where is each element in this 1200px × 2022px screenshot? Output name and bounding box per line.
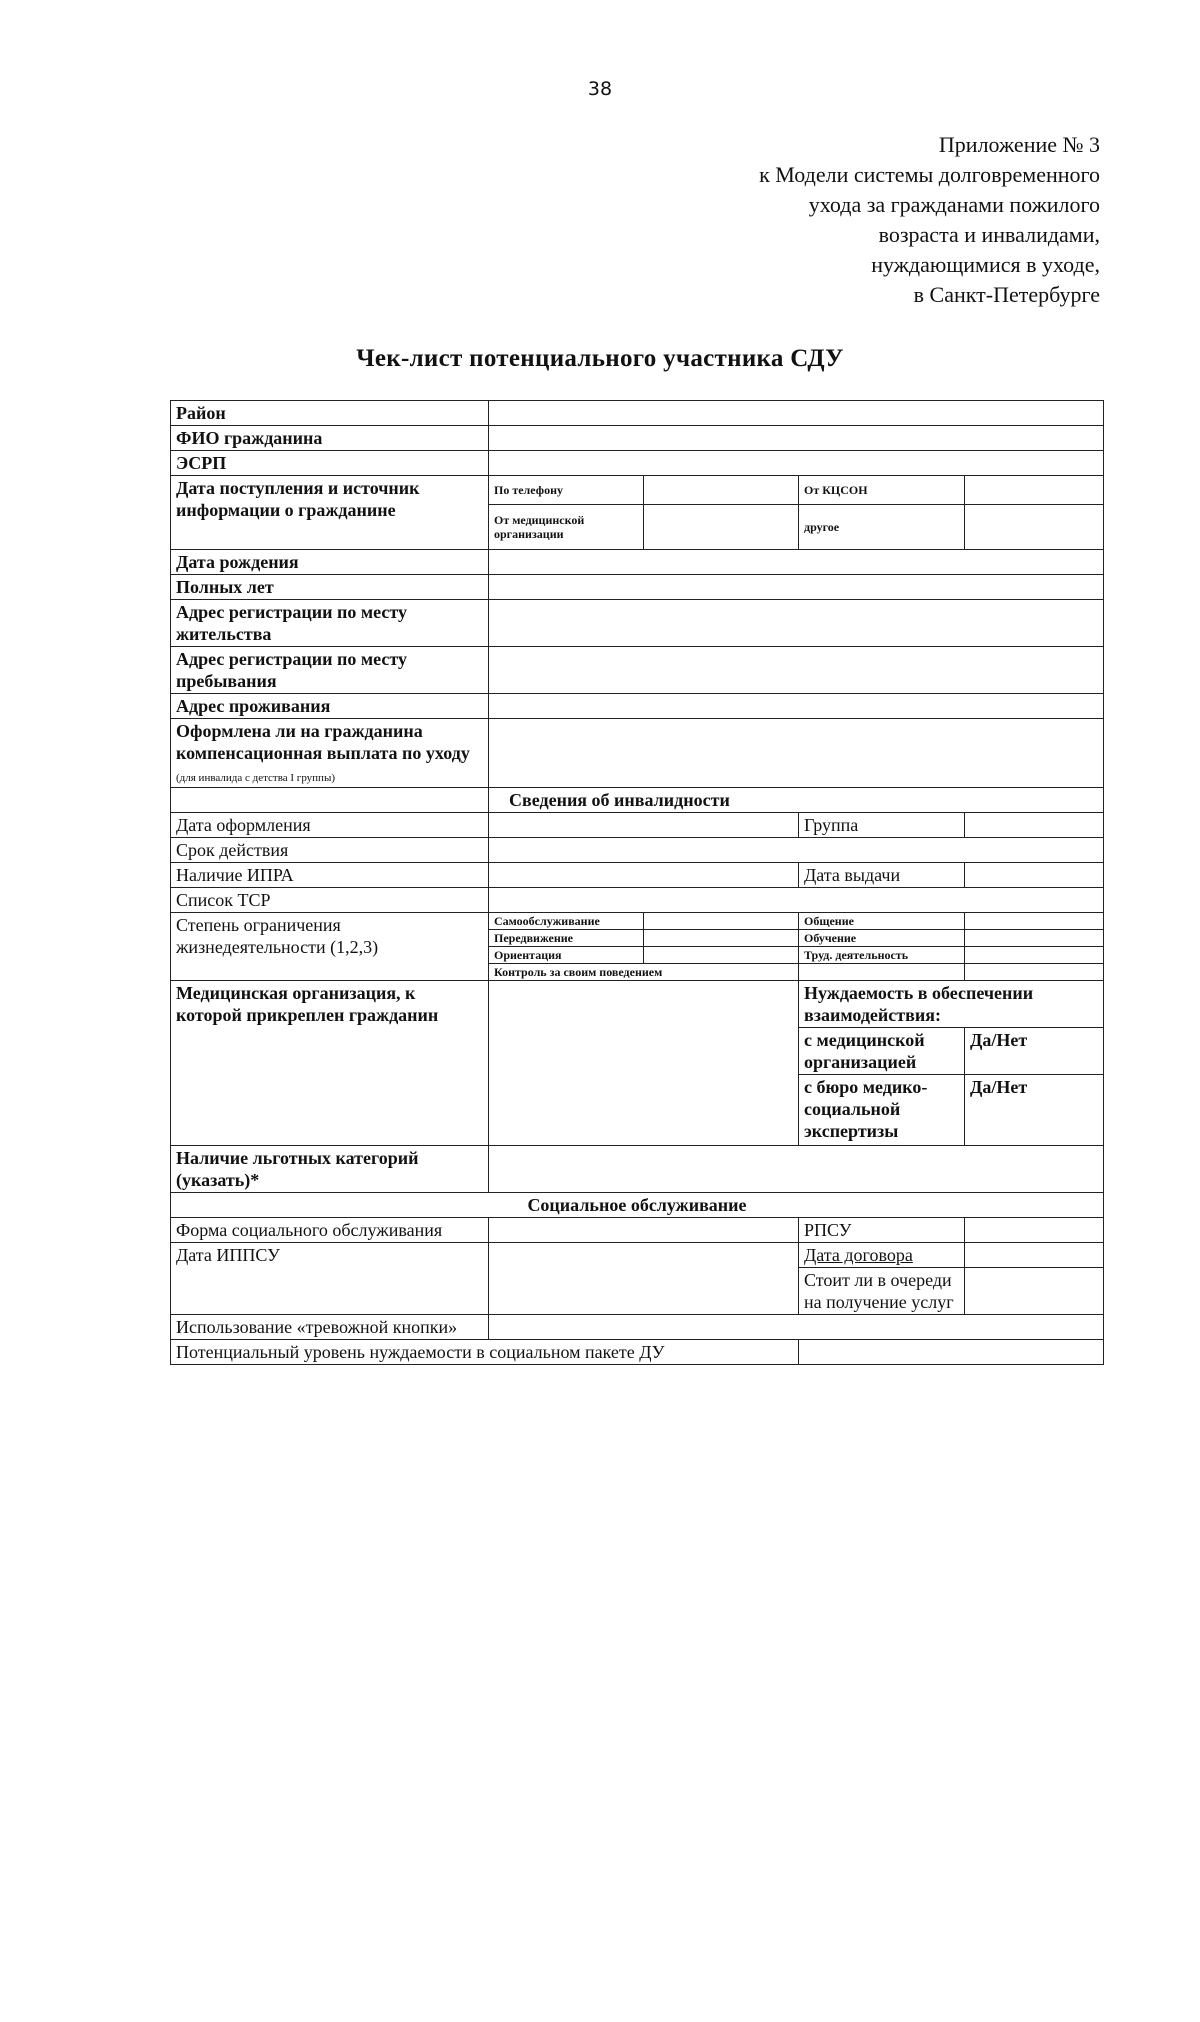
input-social-form[interactable] bbox=[489, 1218, 799, 1243]
input-rayon[interactable] bbox=[489, 401, 1104, 426]
label-addr-live: Адрес проживания bbox=[171, 694, 489, 719]
label-contract-date: Дата договора bbox=[799, 1243, 965, 1268]
label-queue: Стоит ли в очереди на получение услуг bbox=[799, 1268, 965, 1315]
label-date-given: Дата выдачи bbox=[799, 863, 965, 888]
row-compensation bbox=[171, 719, 1104, 788]
section-social: Социальное обслуживание bbox=[171, 1193, 1104, 1218]
row-limit-1 bbox=[171, 913, 1104, 930]
input-lim-comm[interactable] bbox=[965, 913, 1104, 930]
limit-blank bbox=[965, 964, 1104, 981]
label-with-medorg: с медицинской организацией bbox=[799, 1028, 965, 1075]
value-with-mse[interactable]: Да/Нет bbox=[965, 1075, 1104, 1146]
label-lim-comm: Общение bbox=[799, 913, 965, 930]
input-lim-study[interactable] bbox=[965, 930, 1104, 947]
row-medorg-1 bbox=[171, 981, 1104, 1028]
label-medorg: Медицинская организация, к которой прикреплен гражданин bbox=[171, 981, 489, 1146]
label-lim-self: Самообслуживание bbox=[489, 913, 644, 930]
label-lim-work: Труд. деятельность bbox=[799, 947, 965, 964]
label-addr-stay: Адрес регистрации по месту пребывания bbox=[171, 647, 489, 694]
input-lim-orient[interactable] bbox=[644, 947, 799, 964]
appendix-line: возраста и инвалидами, bbox=[878, 222, 1100, 247]
row-potential bbox=[171, 1340, 1104, 1365]
label-potential: Потенциальный уровень нуждаемости в социальном пакете ДУ bbox=[171, 1340, 799, 1365]
appendix-line: нуждающимися в уходе, bbox=[871, 252, 1100, 277]
label-src-kcson: От КЦСОН bbox=[799, 476, 965, 505]
input-potential[interactable] bbox=[799, 1340, 1104, 1365]
label-social-form: Форма социального обслуживания bbox=[171, 1218, 489, 1243]
appendix-line: ухода за гражданами пожилого bbox=[808, 192, 1100, 217]
label-lim-orient: Ориентация bbox=[489, 947, 644, 964]
row-fio bbox=[171, 426, 1104, 451]
label-lim-study: Обучение bbox=[799, 930, 965, 947]
input-lim-control[interactable] bbox=[799, 964, 965, 981]
row-tsr bbox=[171, 888, 1104, 913]
label-src-phone: По телефону bbox=[489, 476, 644, 505]
label-src-med: От медицинской организации bbox=[489, 505, 644, 550]
input-addr-stay[interactable] bbox=[489, 647, 1104, 694]
input-src-phone[interactable] bbox=[644, 476, 799, 505]
label-validity: Срок действия bbox=[171, 838, 489, 863]
label-group: Группа bbox=[799, 813, 965, 838]
compensation-note: (для инвалида с детства I группы) bbox=[176, 772, 335, 784]
input-full-years[interactable] bbox=[489, 575, 1104, 600]
label-benefits: Наличие льготных категорий (указать)* bbox=[171, 1146, 489, 1193]
row-esrp bbox=[171, 451, 1104, 476]
input-lim-work[interactable] bbox=[965, 947, 1104, 964]
input-rpsu[interactable] bbox=[965, 1218, 1104, 1243]
input-benefits[interactable] bbox=[489, 1146, 1104, 1193]
document-title: Чек-лист потенциального участника СДУ bbox=[356, 345, 844, 372]
label-ippsu-date: Дата ИППСУ bbox=[171, 1243, 489, 1315]
input-contract-date[interactable] bbox=[965, 1243, 1104, 1268]
appendix-block bbox=[759, 130, 1100, 310]
input-src-kcson[interactable] bbox=[965, 476, 1104, 505]
input-addr-reg[interactable] bbox=[489, 600, 1104, 647]
appendix-line: к Модели системы долговременного bbox=[759, 162, 1100, 187]
input-addr-live[interactable] bbox=[489, 694, 1104, 719]
row-addr-reg bbox=[171, 600, 1104, 647]
label-date-issue: Дата оформления bbox=[171, 813, 489, 838]
input-validity[interactable] bbox=[489, 838, 1104, 863]
checklist-table bbox=[170, 400, 1104, 1365]
row-benefits bbox=[171, 1146, 1104, 1193]
input-date-issue[interactable] bbox=[489, 813, 799, 838]
row-source-1 bbox=[171, 476, 1104, 505]
row-addr-stay bbox=[171, 647, 1104, 694]
row-addr-live bbox=[171, 694, 1104, 719]
row-date-issue bbox=[171, 813, 1104, 838]
input-compensation[interactable] bbox=[489, 719, 1104, 788]
section-spacer bbox=[171, 788, 489, 813]
input-lim-move[interactable] bbox=[644, 930, 799, 947]
input-group[interactable] bbox=[965, 813, 1104, 838]
input-medorg[interactable] bbox=[489, 981, 799, 1146]
row-social-section bbox=[171, 1193, 1104, 1218]
input-tsr[interactable] bbox=[489, 888, 1104, 913]
label-full-years: Полных лет bbox=[171, 575, 489, 600]
label-rayon: Район bbox=[171, 401, 489, 426]
input-lim-self[interactable] bbox=[644, 913, 799, 930]
row-social-form bbox=[171, 1218, 1104, 1243]
input-ippsu-date[interactable] bbox=[489, 1243, 799, 1315]
input-queue[interactable] bbox=[965, 1268, 1104, 1315]
input-date-given[interactable] bbox=[965, 863, 1104, 888]
label-fio: ФИО гражданина bbox=[171, 426, 489, 451]
label-compensation bbox=[171, 719, 489, 788]
label-addr-reg: Адрес регистрации по месту жительства bbox=[171, 600, 489, 647]
input-alarm[interactable] bbox=[489, 1315, 1104, 1340]
appendix-line: Приложение № 3 bbox=[938, 132, 1100, 157]
label-need-interaction: Нуждаемость в обеспечении взаимодействия: bbox=[799, 981, 1104, 1028]
label-lim-move: Передвижение bbox=[489, 930, 644, 947]
input-fio[interactable] bbox=[489, 426, 1104, 451]
label-with-mse: с бюро медико-социальной экспертизы bbox=[799, 1075, 965, 1146]
compensation-main: Оформлена ли на гражданина компенсационная выплата по уходу bbox=[176, 721, 470, 763]
section-disability: Сведения об инвалидности bbox=[489, 788, 1104, 813]
input-src-other[interactable] bbox=[965, 505, 1104, 550]
label-ipra: Наличие ИПРА bbox=[171, 863, 489, 888]
row-validity bbox=[171, 838, 1104, 863]
label-source: Дата поступления и источник информации о гражданине bbox=[171, 476, 489, 550]
input-esrp[interactable] bbox=[489, 451, 1104, 476]
input-src-med[interactable] bbox=[644, 505, 799, 550]
row-ipra bbox=[171, 863, 1104, 888]
label-esrp: ЭСРП bbox=[171, 451, 489, 476]
page-number: 38 bbox=[587, 78, 613, 100]
label-limitation: Степень ограничения жизнедеятельности (1,2,3) bbox=[171, 913, 489, 981]
label-birth: Дата рождения bbox=[171, 550, 489, 575]
row-rayon bbox=[171, 401, 1104, 426]
row-ippsu-1 bbox=[171, 1243, 1104, 1268]
label-rpsu: РПСУ bbox=[799, 1218, 965, 1243]
label-lim-control: Контроль за своим поведением bbox=[489, 964, 799, 981]
label-tsr: Список ТСР bbox=[171, 888, 489, 913]
row-birth bbox=[171, 550, 1104, 575]
row-years bbox=[171, 575, 1104, 600]
label-alarm: Использование «тревожной кнопки» bbox=[171, 1315, 489, 1340]
input-ipra[interactable] bbox=[489, 863, 799, 888]
row-disability-section bbox=[171, 788, 1104, 813]
label-src-other: другое bbox=[799, 505, 965, 550]
input-birth[interactable] bbox=[489, 550, 1104, 575]
value-with-medorg[interactable]: Да/Нет bbox=[965, 1028, 1104, 1075]
appendix-line: в Санкт-Петербурге bbox=[913, 282, 1100, 307]
row-alarm bbox=[171, 1315, 1104, 1340]
